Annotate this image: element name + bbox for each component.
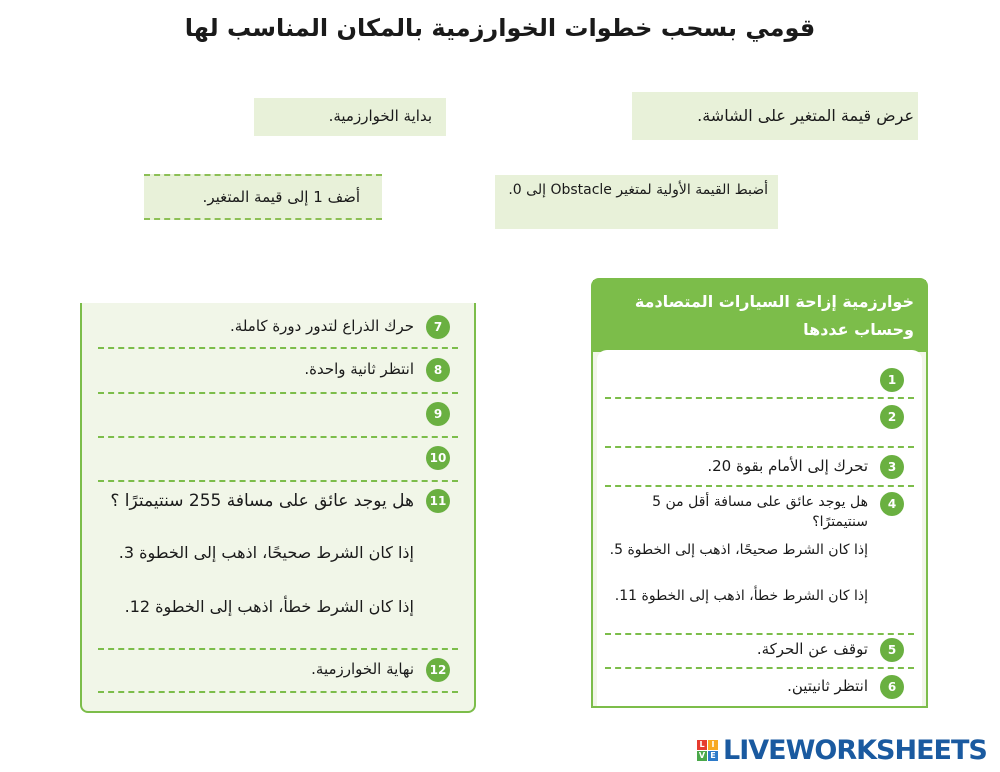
step-badge-4: 4 — [880, 492, 904, 516]
liveworksheets-wordmark: LIVEWORKSHEETS — [723, 735, 987, 766]
step-11-true-branch: إذا كان الشرط صحيحًا، اذهب إلى الخطوة 3. — [118, 543, 414, 562]
step-text-12: نهاية الخوارزمية. — [311, 660, 414, 678]
step-row-7 — [96, 315, 450, 343]
divider — [98, 347, 458, 349]
step-row-11 — [96, 489, 450, 647]
divider — [605, 633, 914, 635]
step-11-false-branch: إذا كان الشرط خطأ، اذهب إلى الخطوة 12. — [124, 597, 414, 616]
step-badge-9: 9 — [426, 402, 450, 426]
tile-start-label: بداية الخوارزمية. — [328, 107, 432, 125]
panel-body — [597, 350, 922, 706]
liveworksheets-logo — [697, 736, 993, 766]
step-row-3 — [605, 455, 904, 483]
tile-start[interactable] — [254, 98, 446, 136]
tile-add-one[interactable] — [144, 174, 382, 220]
step-text-6: انتظر ثانيتين. — [787, 677, 868, 695]
step-row-12 — [96, 658, 450, 686]
step-row-9 — [96, 402, 450, 430]
drop-zone-step-9[interactable] — [102, 404, 416, 428]
step-4-true-branch: إذا كان الشرط صحيحًا، اذهب إلى الخطوة 5. — [609, 542, 868, 558]
liveworksheets-logo-icon: L I V E — [697, 740, 719, 762]
divider — [98, 392, 458, 394]
right-algorithm-panel — [591, 278, 928, 708]
step-row-5 — [605, 638, 904, 666]
step-text-3: تحرك إلى الأمام بقوة 20. — [707, 457, 868, 475]
step-badge-7: 7 — [426, 315, 450, 339]
divider — [98, 648, 458, 650]
step-row-10 — [96, 446, 450, 474]
step-row-2 — [605, 405, 904, 433]
step-badge-8: 8 — [426, 358, 450, 382]
step-row-1 — [605, 368, 904, 396]
step-text-4: هل يوجد عائق على مسافة أقل من 5 سنتيمترًا؟ — [652, 494, 868, 530]
step-badge-6: 6 — [880, 675, 904, 699]
step-badge-5: 5 — [880, 638, 904, 662]
panel-header: خوارزمية إزاحة السيارات المتصادمة وحساب عددها — [593, 280, 926, 352]
step-row-4 — [605, 492, 904, 628]
step-text-7: حرك الذراع لتدور دورة كاملة. — [230, 317, 414, 335]
tile-set-initial-label: أضبط القيمة الأولية لمتغير Obstacle إلى 0. — [508, 182, 768, 198]
step-text-8: انتظر ثانية واحدة. — [304, 360, 414, 378]
step-text-5: توقف عن الحركة. — [756, 640, 868, 658]
divider — [98, 436, 458, 438]
tile-display[interactable] — [632, 92, 918, 140]
step-badge-10: 10 — [426, 446, 450, 470]
step-badge-12: 12 — [426, 658, 450, 682]
step-row-6 — [605, 675, 904, 703]
tile-set-initial[interactable] — [495, 175, 778, 229]
step-badge-11: 11 — [426, 489, 450, 513]
drop-zone-step-10[interactable] — [102, 448, 416, 472]
page-title: قومي بسحب خطوات الخوارزمية بالمكان المناسب لها — [184, 14, 816, 42]
step-badge-1: 1 — [880, 368, 904, 392]
step-4-false-branch: إذا كان الشرط خطأ، اذهب إلى الخطوة 11. — [614, 588, 868, 604]
divider — [605, 485, 914, 487]
divider — [98, 480, 458, 482]
step-badge-3: 3 — [880, 455, 904, 479]
tile-add-one-label: أضف 1 إلى قيمة المتغير. — [202, 188, 360, 206]
divider — [605, 667, 914, 669]
divider — [605, 397, 914, 399]
divider — [605, 446, 914, 448]
divider — [98, 691, 458, 693]
left-algorithm-panel — [80, 303, 476, 713]
drop-zone-step-1[interactable] — [611, 370, 870, 394]
step-text-11: هل يوجد عائق على مسافة 255 سنتيمترًا ؟ — [110, 491, 414, 511]
step-badge-2: 2 — [880, 405, 904, 429]
drop-zone-step-2[interactable] — [611, 407, 870, 431]
tile-display-label: عرض قيمة المتغير على الشاشة. — [697, 106, 914, 125]
step-row-8 — [96, 358, 450, 386]
